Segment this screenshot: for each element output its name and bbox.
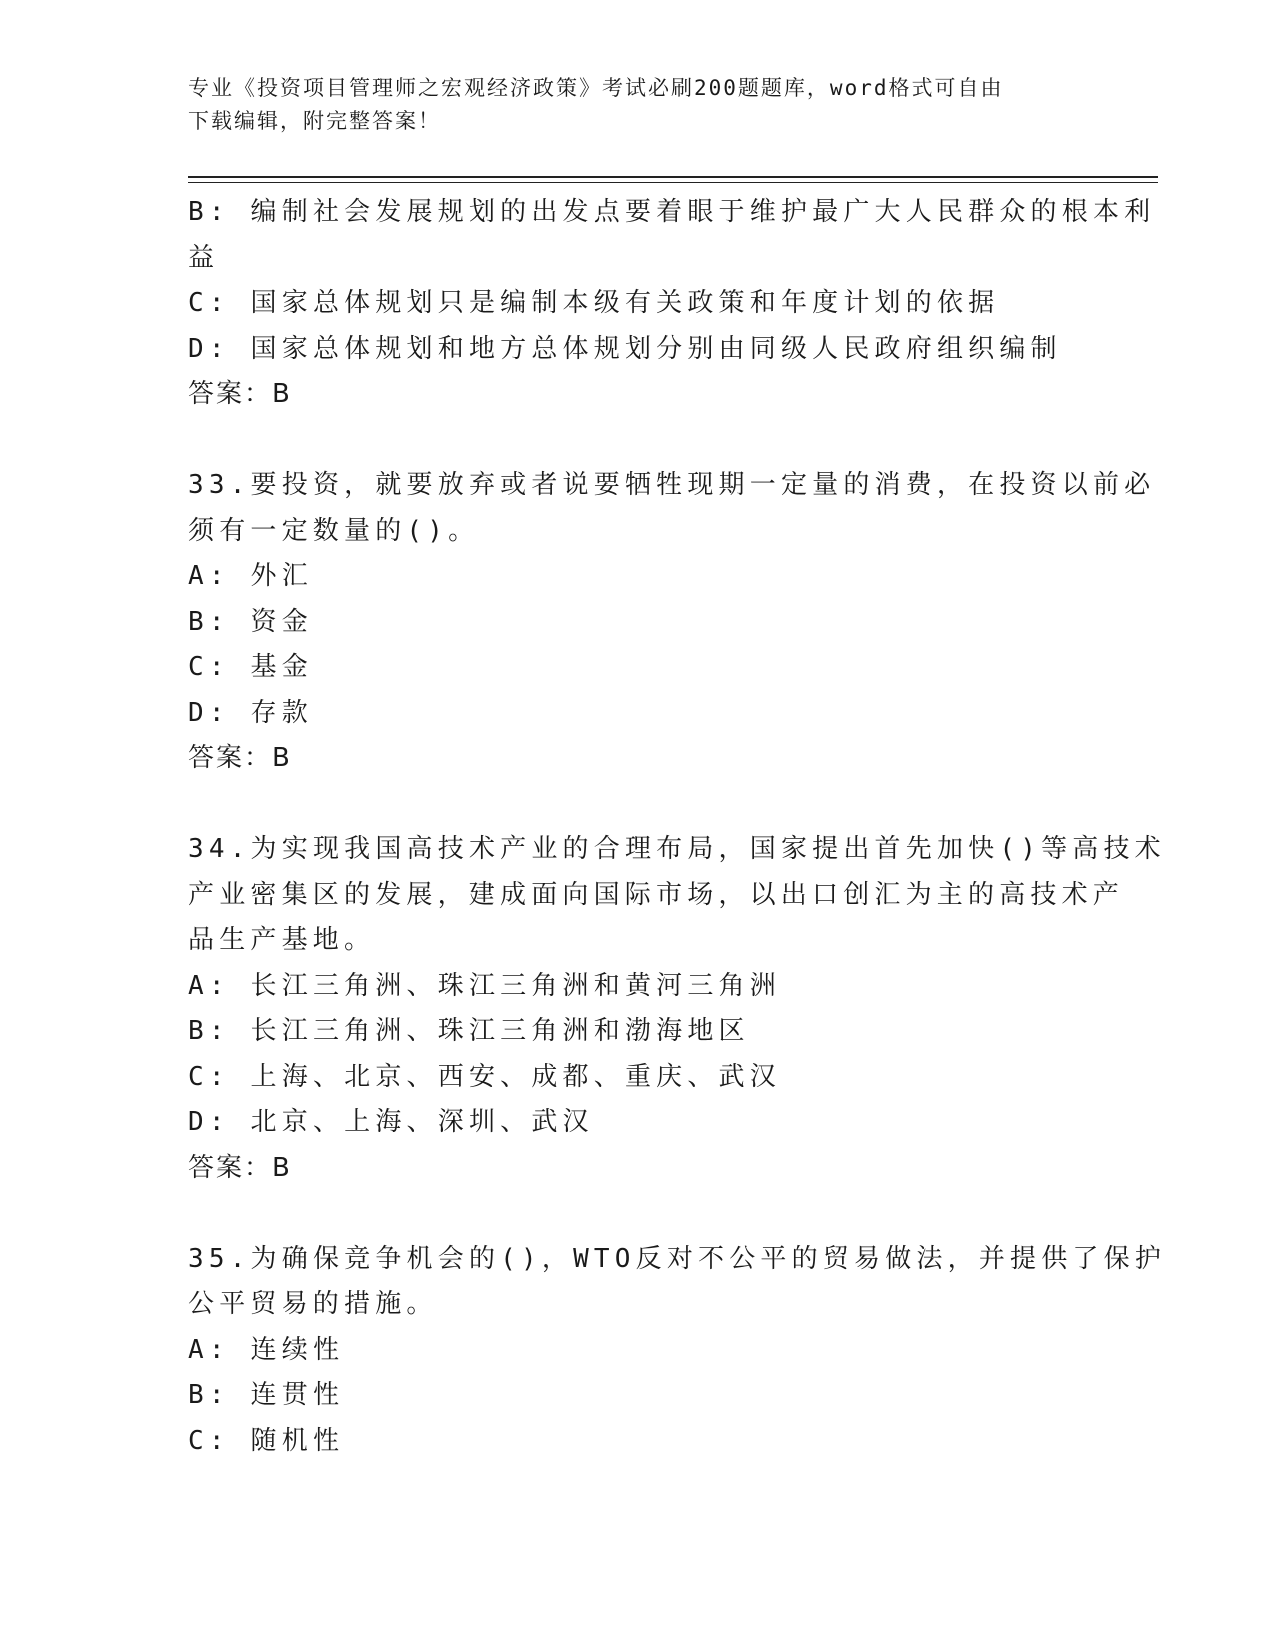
q34-stem-line-3: 品生产基地。 <box>188 925 376 955</box>
spacer <box>188 1191 1088 1237</box>
document-header <box>188 72 1068 138</box>
question-35 <box>188 1237 1167 1465</box>
q33-option-c: C: 基金 <box>188 652 313 682</box>
question-33 <box>188 463 1156 782</box>
q32-option-d: D: 国家总体规划和地方总体规划分别由同级人民政府组织编制 <box>188 333 1062 364</box>
q32-option-b-line-1: B: 编制社会发展规划的出发点要着眼于维护最广大人民群众的根本利 <box>188 197 1156 227</box>
q35-option-a: A: 连续性 <box>188 1334 345 1365</box>
q34-stem-line-1: 34.为实现我国高技术产业的合理布局，国家提出首先加快()等高技术 <box>188 834 1166 864</box>
q35-stem-line-1: 35.为确保竞争机会的()，WTO反对不公平的贸易做法，并提供了保护 <box>188 1243 1167 1274</box>
header-line-1: 专业《投资项目管理师之宏观经济政策》考试必刷200题题库，word格式可自由 <box>188 76 1004 100</box>
header-rule-thin <box>188 182 1158 183</box>
q32-answer: 答案：B <box>188 379 292 409</box>
header-line-2: 下载编辑，附完整答案！ <box>188 109 441 133</box>
q33-option-d: D: 存款 <box>188 697 313 728</box>
q33-stem-line-1: 33.要投资，就要放弃或者说要牺牲现期一定量的消费，在投资以前必 <box>188 470 1156 500</box>
q34-option-c: C: 上海、北京、西安、成都、重庆、武汉 <box>188 1061 781 1092</box>
q33-stem-line-2: 须有一定数量的()。 <box>188 515 480 546</box>
q32-option-c: C: 国家总体规划只是编制本级有关政策和年度计划的依据 <box>188 288 1000 318</box>
q34-answer: 答案：B <box>188 1152 292 1183</box>
q34-option-d: D: 北京、上海、深圳、武汉 <box>188 1107 594 1137</box>
q33-answer: 答案：B <box>188 743 292 773</box>
q35-stem-line-2: 公平贸易的措施。 <box>188 1289 438 1319</box>
question-content <box>188 190 1167 1464</box>
header-rule-thick <box>188 176 1158 178</box>
q34-stem-line-2: 产业密集区的发展，建成面向国际市场，以出口创汇为主的高技术产 <box>188 879 1125 910</box>
question-34 <box>188 827 1166 1191</box>
q34-option-b: B: 长江三角洲、珠江三角洲和渤海地区 <box>188 1016 750 1046</box>
spacer <box>188 418 1088 464</box>
q33-option-a: A: 外汇 <box>188 561 313 591</box>
q35-option-c: C: 随机性 <box>188 1425 345 1456</box>
spacer <box>188 782 1088 828</box>
q33-option-b: B: 资金 <box>188 606 313 637</box>
q32-option-b-line-2: 益 <box>188 242 220 273</box>
q34-option-a: A: 长江三角洲、珠江三角洲和黄河三角洲 <box>188 970 781 1001</box>
question-32 <box>188 190 1156 418</box>
q35-option-b: B: 连贯性 <box>188 1380 345 1410</box>
